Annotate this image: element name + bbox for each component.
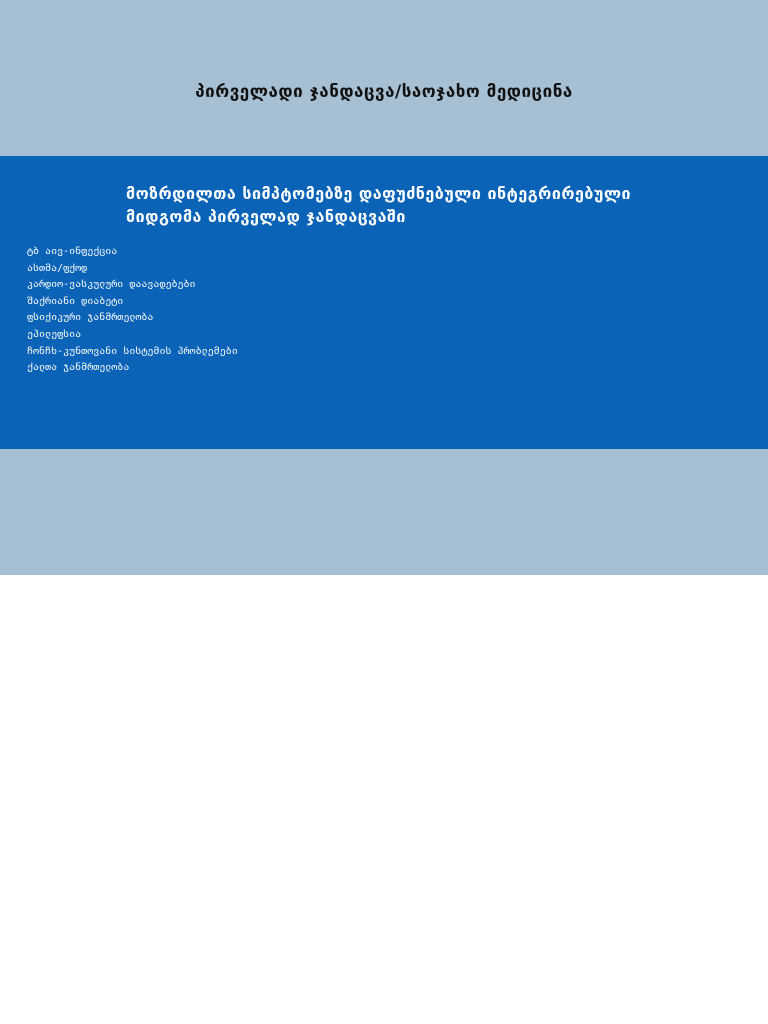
topic-list [27,244,238,377]
cover-title-band [0,156,768,449]
band-title-line-2: მიდგომა პირველად ჯანდაცვაში [126,207,406,226]
cover-title: პირველადი ჯანდაცვა/საოჯახო მედიცინა [195,82,573,102]
topic-item: ჩონჩხ-კუნთოვანი სისტემის პრობლემები [27,345,238,357]
topic-item: ასთმა/ფქოდ [27,262,88,274]
topic-item: კარდიო-ვასკულური დაავადებები [27,279,196,291]
band-title [126,182,726,228]
topic-item: შაქრიანი დიაბეტი [27,295,124,307]
cover-top-panel [0,0,768,156]
topic-item: ტბ აივ-ინფექცია [27,246,118,257]
topic-item: ქალთა ჯანმრთელობა [27,362,130,374]
topic-item: ეპილეფსია [27,328,82,340]
topic-item: ფსიქიკური ჯანმრთელობა [27,312,154,324]
band-title-line-1: მოზრდილთა სიმპტომებზე დაფუძნებული ინტეგრირებული [126,184,632,203]
cover-bottom-panel [0,449,768,575]
